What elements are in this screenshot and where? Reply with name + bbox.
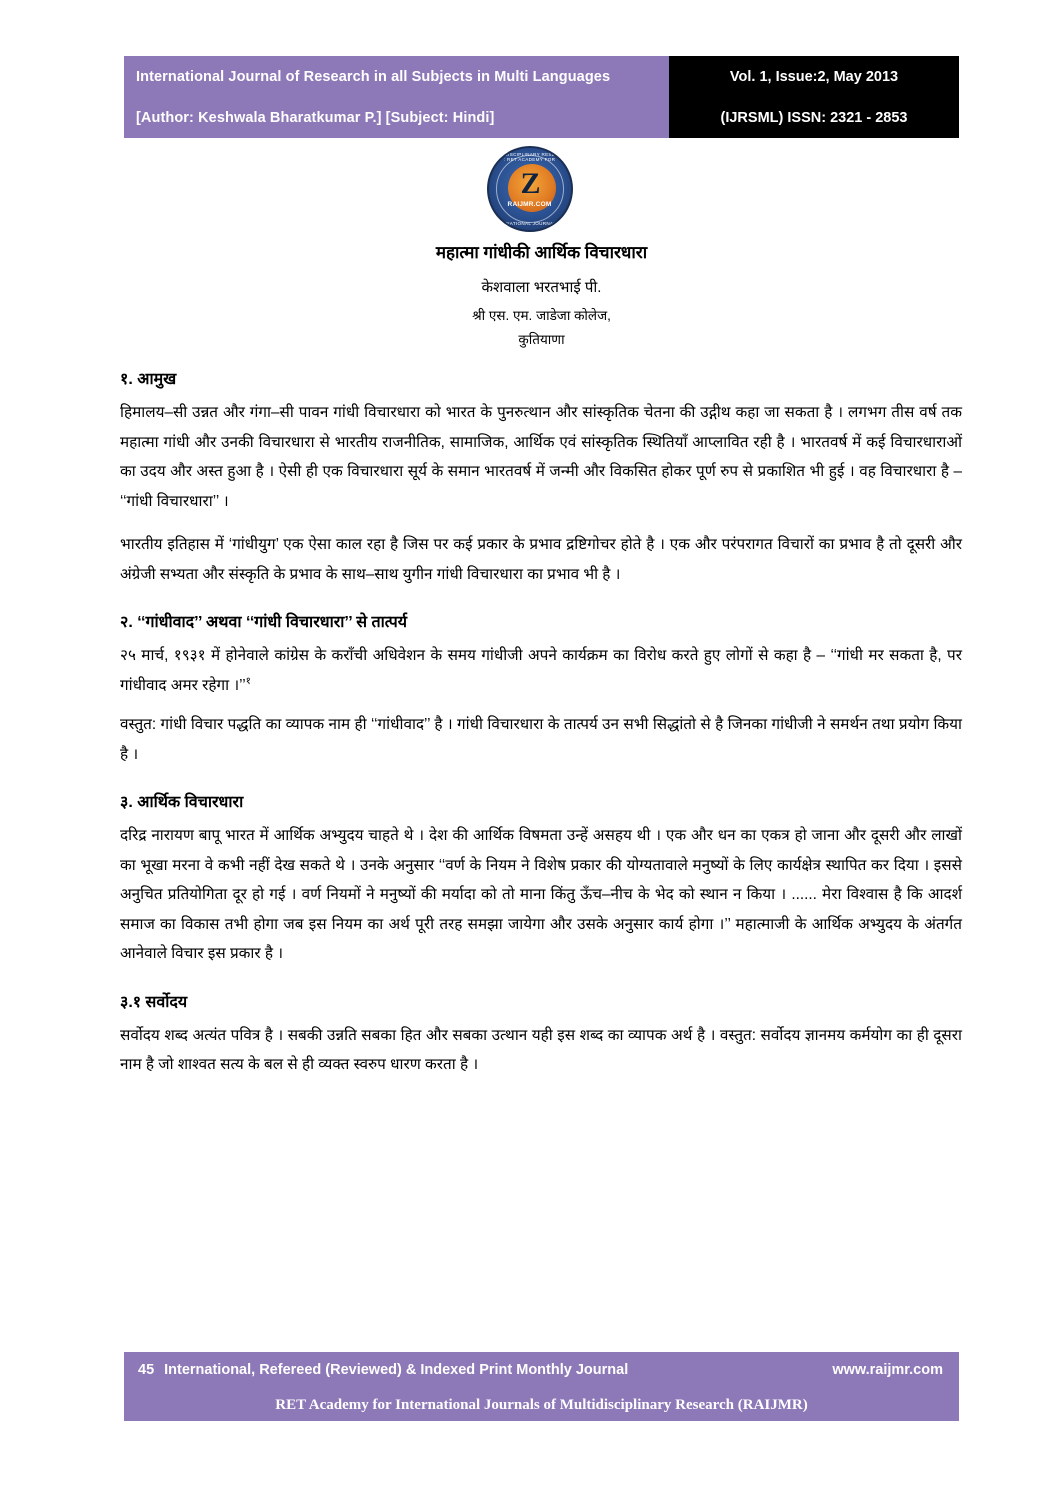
author-subject: [Author: Keshwala Bharatkumar P.] [Subject: Hindi]	[124, 97, 669, 138]
journal-name: International Journal of Research in all Subjects in Multi Languages	[124, 56, 669, 97]
footer-academy: RET Academy for International Journals of Multidisciplinary Research (RAIJMR)	[124, 1388, 959, 1421]
logo-monogram-icon: Z	[520, 167, 541, 200]
logo-container	[0, 146, 1059, 232]
footer-url[interactable]: www.raijmr.com	[832, 1362, 943, 1378]
footer-bar	[124, 1352, 959, 1388]
footnote-mark-1: १	[245, 675, 251, 687]
raijmr-logo-icon	[487, 146, 573, 232]
footer-tagline: International, Refereed (Reviewed) & Indexed Print Monthly Journal	[164, 1362, 629, 1378]
section-2-paragraph-1-text: २५ मार्च, १९३१ में होनेवाले कांग्रेस के कराँची अधिवेशन के समय गांधीजी अपने कार्यक्रम का विरोध करते हुए लोगों से कहा है – ‘‘गांधी मर सकता है, पर गांधीवाद अमर रहेगा ।’’	[120, 647, 962, 694]
logo-brand: RAIJMR.COM	[507, 201, 552, 208]
header-row-bottom	[124, 97, 959, 138]
page-header	[124, 56, 959, 138]
affiliation-line-1: श्री एस. एम. जाडेजा कोलेज,	[472, 308, 611, 323]
author-name: केशवाला भरतभाई पी.	[481, 279, 602, 296]
issn: (IJRSML) ISSN: 2321 - 2853	[669, 97, 959, 138]
page-footer	[124, 1352, 959, 1421]
article-body	[120, 368, 962, 1094]
page-number: 45	[138, 1362, 155, 1378]
section-1-paragraph-2: भारतीय इतिहास में ‘गांधीयुग’ एक ऐसा काल रहा है जिस पर कई प्रकार के प्रभाव द्रष्टिगोचर होते है । एक और परंपरागत विचारों का प्रभाव है तो दूसरी और अंग्रेजी सभ्यता और संस्कृति के प्रभाव के साथ–साथ युगीन गांधी विचारधारा का प्रभाव भी है ।	[120, 536, 962, 583]
volume-issue: Vol. 1, Issue:2, May 2013	[669, 56, 959, 97]
section-heading-1: १. आमुख	[120, 371, 177, 388]
section-heading-3: ३. आर्थिक विचारधारा	[120, 794, 244, 812]
header-row-top	[124, 56, 959, 97]
section-3-1-paragraph-1: सर्वोदय शब्द अत्यंत पवित्र है । सबकी उन्नति सबका हित और सबका उत्थान यही इस शब्द का व्यापक अर्थ है । वस्तुत: सर्वोदय ज्ञानमय कर्मयोग का ही दूसरा नाम है जो शाश्वत सत्य के बल से ही व्यक्त स्वरुप धारण करता है ।	[120, 1026, 962, 1074]
section-2-paragraph-2: वस्तुत: गांधी विचार पद्धति का व्यापक नाम ही ‘‘गांधीवाद’’ है । गांधी विचारधारा के तात्पर्य उन सभी सिद्धांतो से है जिनका गांधीजी ने समर्थन तथा प्रयोग किया है ।	[120, 716, 962, 763]
section-3-paragraph-1: दरिद्र नारायण बापू भारत में आर्थिक अभ्युदय चाहते थे । देश की आर्थिक विषमता उन्हें असहय थी । एक और धन का एकत्र हो जाना और दूसरी और लाखों का भूखा मरना वे कभी नहीं देख सकते थे । उनके अनुसार ‘‘वर्ण के नियम ने विशेष प्रकार की योग्यतावाले मनुष्यों के लिए कार्यक्षेत्र स्थापित कर दिया । इससे अनुचित प्रतियोगिता दूर हो गई । वर्ण नियमों ने मनुष्यों की मर्यादा को तो माना किंतु ऊँच–नीच के भेद को स्थान न किया । ...... मेरा विश्वास है कि आदर्श समाज का विकास तभी होगा जब इस नियम का अर्थ पूरी तरह समझा जायेगा और उसके अनुसार कार्य होगा ।’’ महात्माजी के आर्थिक अभ्युदय के अंतर्गत आनेवाले विचार इस प्रकार है ।	[120, 827, 962, 963]
section-heading-3-1: ३.१ सर्वोदय	[120, 993, 188, 1011]
logo-arc-top: MULTIDISCIPLINARY RESEARCH : RET ACADEMY FOR	[489, 152, 570, 162]
section-2-paragraph-1	[120, 641, 962, 700]
affiliation-line-2: कुतियाणा	[518, 332, 565, 347]
logo-arc-bottom: INTERNATIONAL JOURNALS OF	[490, 221, 569, 226]
section-heading-2: २. ‘‘गांधीवाद’’ अथवा ‘‘गांधी विचारधारा’’ से तात्पर्य	[120, 614, 408, 632]
page-title: महात्मा गांधीकी आर्थिक विचारधारा	[435, 243, 648, 262]
title-block	[124, 240, 959, 348]
section-1-paragraph-1: हिमालय–सी उन्नत और गंगा–सी पावन गांधी विचारधारा को भारत के पुनरुत्थान और सांस्कृतिक चेतना की उद्गीथ कहा जा सकता है । लगभग तीस वर्ष तक महात्मा गांधी और उनकी विचारधारा से भारतीय राजनीतिक, सामाजिक, आर्थिक एवं सांस्कृतिक स्थितियाँ आप्लावित रही है । भारतवर्ष में कई विचारधाराओं का उदय और अस्त हुआ है । ऐसी ही एक विचारधारा सूर्य के समान भारतवर्ष में जन्मी और विकसित होकर पूर्ण रुप से प्रकाशित भी हुई । वह विचारधारा है – ‘‘गांधी विचारधारा’’ ।	[120, 404, 962, 510]
